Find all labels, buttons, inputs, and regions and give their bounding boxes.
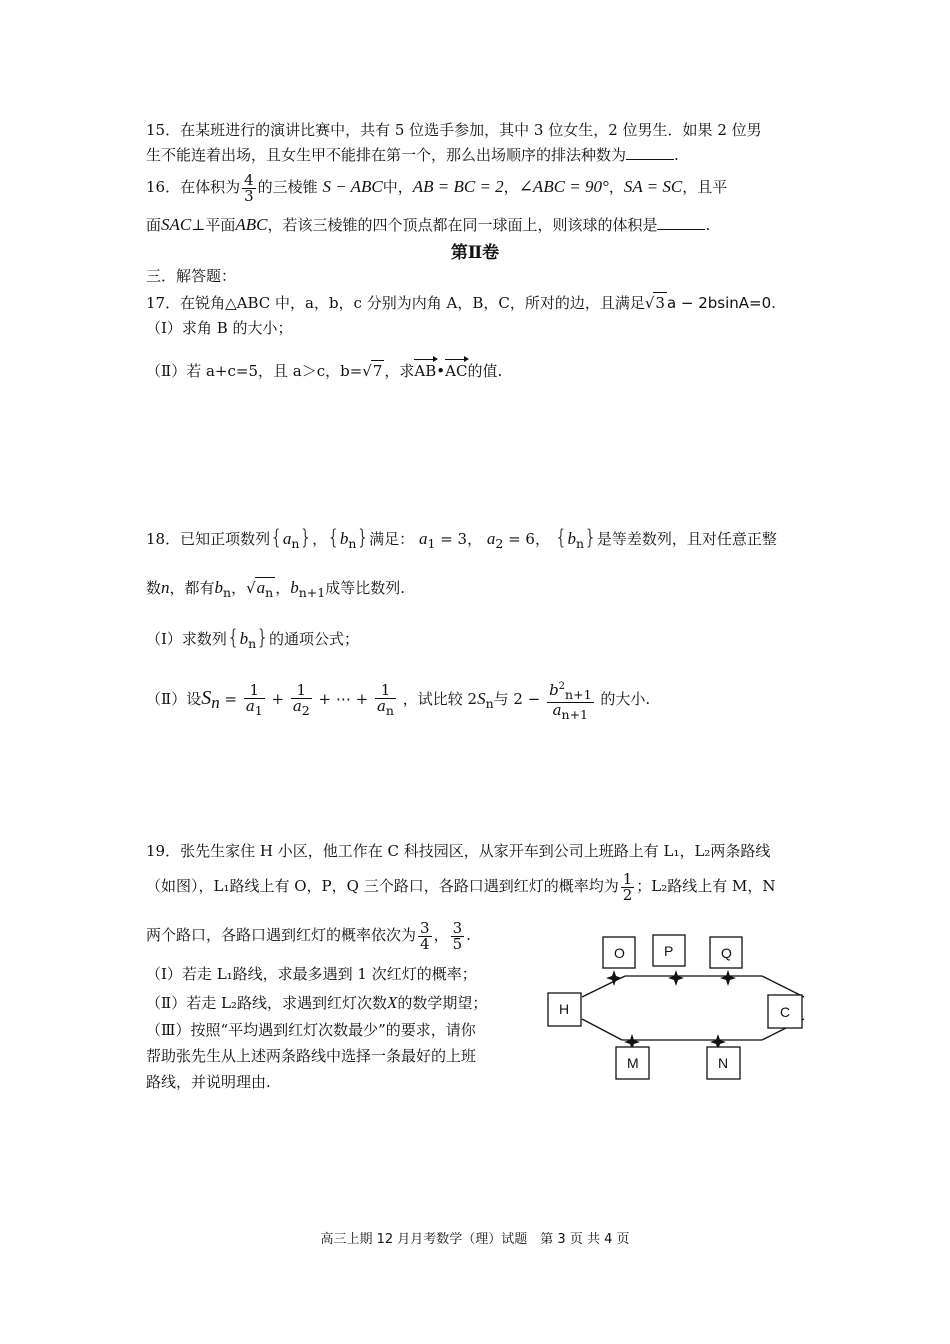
q15-line1: 15．在某班进行的演讲比赛中，共有 5 位选手参加，其中 3 位女生，2 位男生．如果 2 位男 <box>146 121 762 139</box>
q17-line1: 17．在锐角△ABC 中，a，b，c 分别为内角 A，B，C，所对的边，且满足√3 a − 2bsinA=0. <box>146 294 776 312</box>
q16-line2: 面SAC⊥平面ABC，若该三棱锥的四个顶点都在同一球面上，则该球的体积是 . <box>146 215 711 234</box>
svg-text:H: H <box>559 1001 570 1017</box>
section-title: 第Ⅱ卷 <box>450 243 500 263</box>
svg-text:P: P <box>664 943 674 959</box>
q17-part2: （Ⅱ）若 a+c=5，且 a＞c，b=√7 ，求AB•AC的值. <box>146 357 502 381</box>
q19-part3-l2: 帮助张先生从上述两条路线中选择一条最好的上班 <box>146 1047 477 1065</box>
q18-line1: 18．已知正项数列$\{a_n\}$，$\{b_n\}$满足： $a_1 = 3$， $a_2 = 6$， $\{b_n\}$是等差数列，且对任意正整 <box>146 525 777 551</box>
page-footer: 高三上期 12 月月考数学（理）试题 第 3 页 共 4 页 <box>320 1232 630 1247</box>
q19-part3-l1: （Ⅲ）按照“平均遇到红灯次数最少”的要求，请你 <box>146 1021 476 1039</box>
answer-blank <box>626 145 674 160</box>
node-q <box>710 937 742 968</box>
q19-line2: （如图），L₁路线上有 O，P，Q 三个路口，各路口遇到红灯的概率均为 $\frac{1}{2}$ ；L₂路线上有 M，N <box>146 869 776 904</box>
q18-part2: （Ⅱ）设$S_n$ = $\frac{1}{a_1}$ + $\frac{1}{a_2}$ + ⋯ + $\frac{1}{a_n}$ ，试比较 $2S_n$与 2 − $\frac{b^2_{n+1}}{a_{n+1}}$ 的大小. <box>146 680 651 722</box>
q19-line3: 两个路口，各路口遇到红灯的概率依次为 $\frac{3}{4}$ ， $\frac{3}{5}$ . <box>146 918 471 953</box>
q19-part1: （Ⅰ）若走 L₁路线，求最多遇到 1 次红灯的概率； <box>146 965 477 983</box>
q17-part1: （Ⅰ）求角 B 的大小； <box>146 319 293 337</box>
q18-part1: （Ⅰ）求数列$\{b_n\}$的通项公式； <box>146 625 359 651</box>
svg-text:N: N <box>718 1055 729 1071</box>
fraction-4-3: $\frac{4}{3}$ <box>244 170 254 205</box>
node-c <box>768 995 802 1028</box>
svg-text:Q: Q <box>721 945 732 961</box>
q16-line1: 16．在体积为 $\frac{4}{3}$ 的三棱锥 S − ABC中，AB = BC = 2，∠ABC = 90°，SA = SC，且平 <box>146 170 728 205</box>
q15-line2: 生不能连着出场，且女生甲不能排在第一个，那么出场顺序的排法种数为 . <box>146 146 679 164</box>
junction-star <box>720 970 736 986</box>
svg-text:C: C <box>780 1004 791 1020</box>
node-m <box>616 1047 649 1079</box>
q19-part2: （Ⅱ）若走 L₂路线，求遇到红灯次数X的数学期望； <box>146 993 488 1012</box>
q18-line2: 数n，都有$b_n$，$√a_n$ ，$b_{n+1}$成等比数列. <box>146 577 405 603</box>
node-h <box>548 993 581 1026</box>
junction-star <box>668 970 684 986</box>
svg-text:O: O <box>614 945 625 961</box>
vector-ac: AC <box>445 357 467 381</box>
node-p <box>653 935 685 966</box>
node-o <box>603 937 635 968</box>
section-label: 三．解答题： <box>146 267 237 285</box>
q19-part3-l3: 路线，并说明理由. <box>146 1073 271 1091</box>
answer-blank <box>657 215 705 230</box>
route-diagram <box>530 920 830 1090</box>
node-n <box>707 1047 740 1079</box>
q19-line1: 19．张先生家住 H 小区，他工作在 C 科技园区，从家开车到公司上班路上有 L₁，L₂两条路线 <box>146 842 771 860</box>
svg-text:M: M <box>627 1055 639 1071</box>
vector-ab: AB <box>414 357 436 381</box>
